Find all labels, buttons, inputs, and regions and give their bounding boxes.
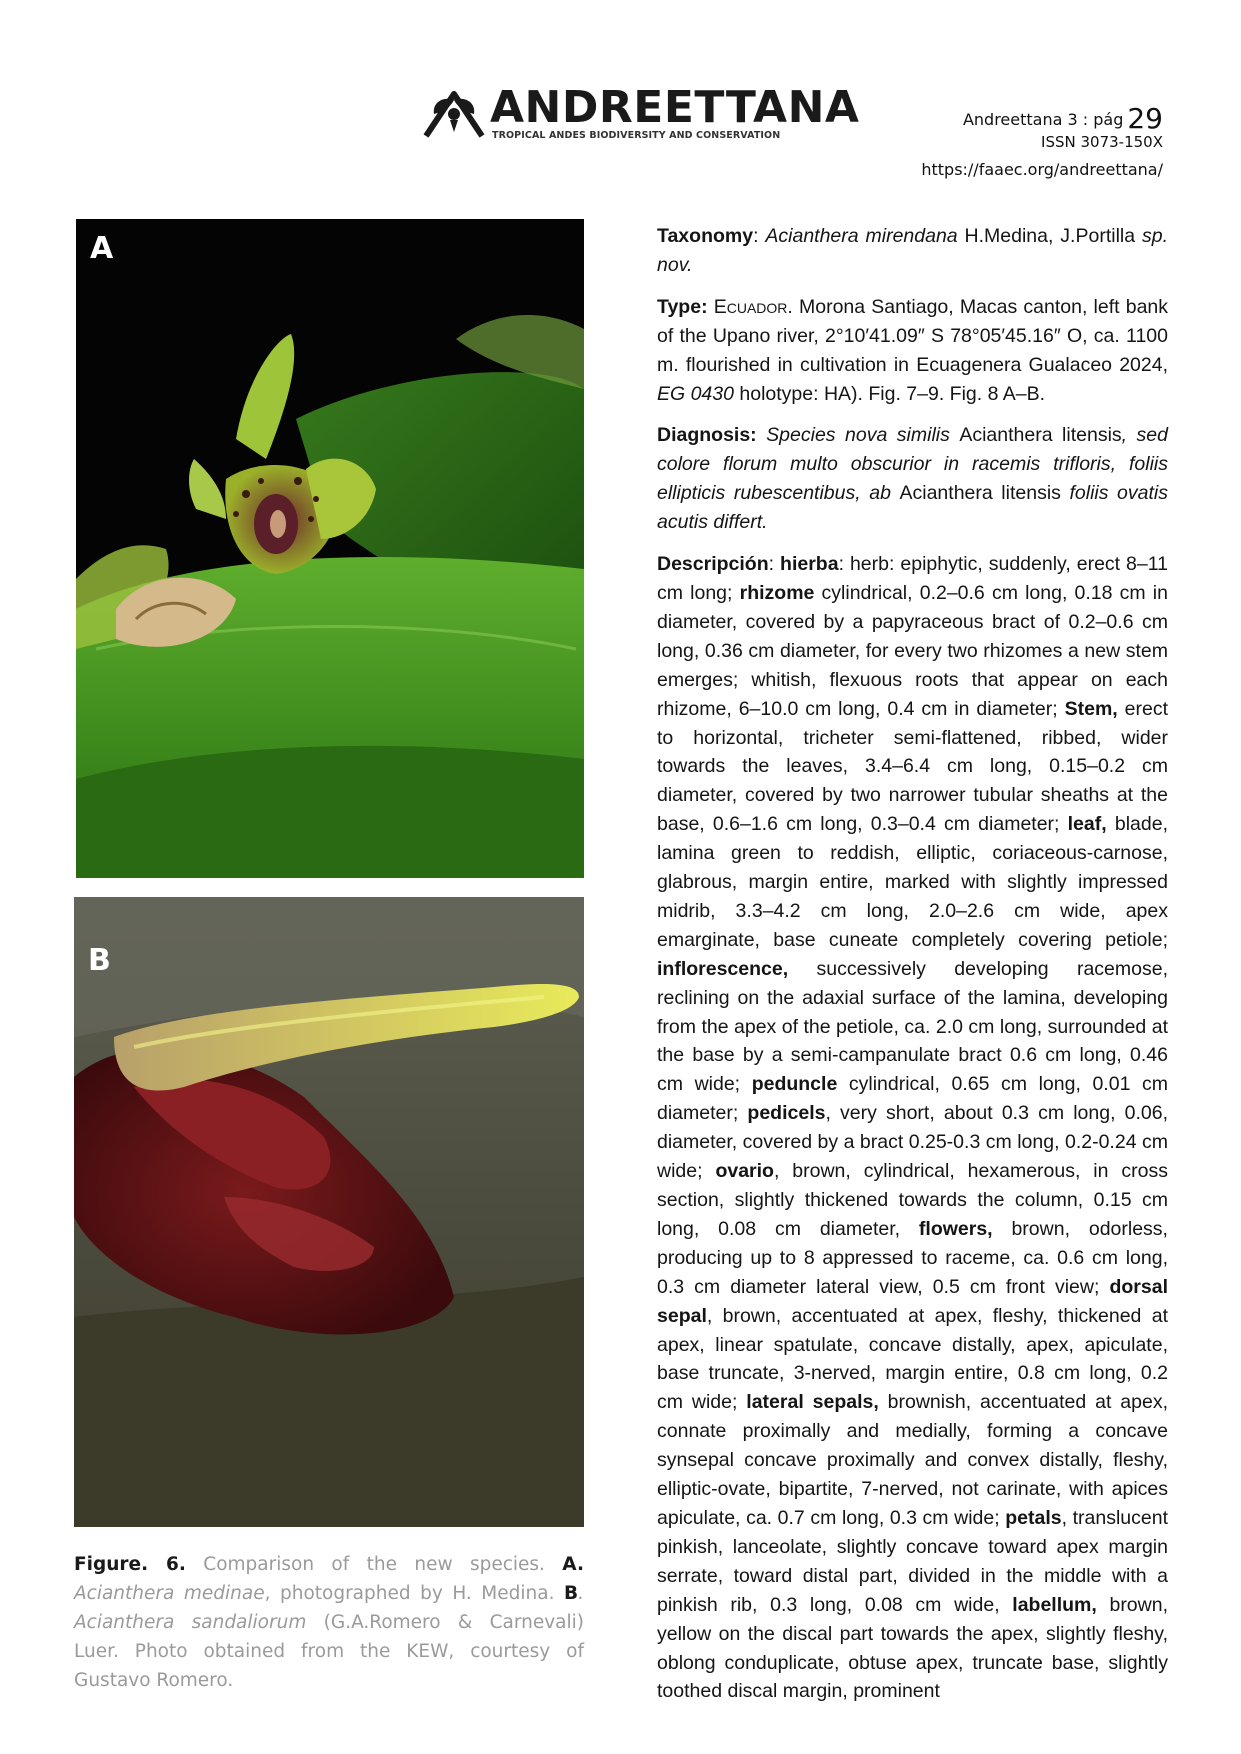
description-paragraph — [657, 550, 1168, 1706]
taxonomy-authors: H.Medina, J.Portilla — [957, 225, 1142, 247]
panel-label-a: A — [90, 231, 114, 266]
description-term: hierba — [780, 553, 839, 576]
figure-caption — [74, 1550, 584, 1695]
type-text-2: holotype: HA). Fig. 7–9. Fig. 8 A–B. — [733, 382, 1046, 405]
taxonomy-species-name: Acianthera mirendana — [765, 225, 958, 247]
caption-b-species: . Acianthera sandaliorum — [74, 1583, 584, 1633]
journal-ref-text: Andreettana 3 : pág — [962, 110, 1124, 129]
type-label: Type: — [657, 295, 708, 318]
page-number: 29 — [1127, 102, 1163, 135]
type-text: . Morona Santiago, Macas canton, left bank of the Upano river, 2°10′41.09″ S 78°05′45.16″ O, ca. 1100 m. flourished in cultivation in Ecuagenera Gualaceo 2024, — [657, 295, 1169, 376]
description-text: brown, odorless, producing up to 8 appressed to raceme, ca. 0.6 cm long, 0.3 cm diameter lateral view, 0.5 cm front view; — [657, 1217, 1168, 1298]
description-term: Stem, — [1064, 697, 1118, 720]
orchid-logo-icon — [422, 86, 486, 144]
description-text: blade, lamina green to reddish, elliptic, coriaceous-carnose, glabrous, margin entire, marked with slightly impressed midrib, 3.3–4.2 cm long, 2.0–2.6 cm wide, apex emarginate, base cuneate completely covering petiole; — [657, 813, 1168, 951]
description-term: dorsal sepal — [657, 1275, 1168, 1327]
description-term: lateral sepals, — [746, 1391, 879, 1414]
description-text: cylindrical, 0.65 cm long, 0.01 cm diameter; — [657, 1073, 1168, 1125]
description-term: peduncle — [751, 1073, 838, 1096]
description-text: , brown, cylindrical, hexamerous, in cross section, slightly thickened towards the column, 0.15 cm long, 0.08 cm diameter, — [657, 1160, 1168, 1240]
diagnosis-text-1: Species nova similis — [756, 424, 960, 447]
journal-reference — [963, 102, 1163, 135]
type-paragraph — [657, 293, 1168, 409]
description-text: cylindrical, 0.2–0.6 cm long, 0.18 cm in diameter, covered by a papyraceous bract of 0.2–0.6 cm long, 0.36 cm diameter, for every two rhizomes a new stem emerges; whitish, flexuous roots that appear on each rhizome, 6–10.0 cm long, 0.4 cm in diameter; — [657, 581, 1168, 720]
diagnosis-species-1: Acianthera litensis — [959, 424, 1122, 447]
caption-a-species: Acianthera medinae — [74, 1583, 265, 1604]
description-separator: : — [768, 553, 781, 576]
diagnosis-species-2: Acianthera litensis — [899, 482, 1061, 505]
description-text: successively developing racemose, reclining on the adaxial surface of the lamina, developing from the apex of the petiole, ca. 2.0 cm long, surrounded at the base by a semi-campanulate bract 0.6 cm long, 0.46 cm wide; — [657, 957, 1168, 1096]
diagnosis-paragraph — [657, 421, 1168, 537]
logo-wordmark: ANDREETTANA — [490, 82, 860, 133]
caption-b-label: B — [563, 1583, 579, 1604]
description-term: petals — [1005, 1506, 1062, 1529]
diagnosis-text-3: foliis ovatis acutis differt. — [657, 482, 1168, 534]
description-term: inflorescence, — [657, 957, 789, 980]
description-term: labellum, — [1012, 1593, 1097, 1616]
type-code: EG 0430 — [657, 382, 734, 405]
description-term: leaf, — [1067, 813, 1107, 836]
logo-tagline: TROPICAL ANDES BIODIVERSITY AND CONSERVATION — [492, 130, 781, 141]
taxonomy-status: sp. nov. — [657, 225, 1168, 276]
taxonomy-label: Taxonomy — [657, 225, 754, 247]
article-text-column — [657, 222, 1168, 1719]
description-text: brownish, accentuated at apex, connate proximally and medially, forming a concave synsepal concave proximally and convex distally, fleshy, elliptic-ovate, bipartite, 7-nerved, not carinate, with apices apiculate, ca. 0.7 cm long, 0.3 cm wide; — [657, 1391, 1168, 1529]
description-term: rhizome — [739, 581, 815, 604]
description-text: : herb: epiphytic, suddenly, erect 8–11 cm long; — [657, 553, 1168, 604]
orchid-photo-b-image — [74, 897, 584, 1527]
description-text: brown, yellow on the discal part towards the apex, slightly fleshy, oblong conduplicate, obtuse apex, truncate base, slightly toothed discal margin, prominent — [657, 1593, 1169, 1703]
caption-b-text: (G.A.Romero & Carnevali) Luer. Photo obtained from the KEW, courtesy of Gustavo Romero. — [74, 1612, 584, 1691]
caption-intro: Comparison of the new species. — [203, 1554, 545, 1575]
taxonomy-paragraph — [657, 222, 1168, 280]
description-term: ovario — [715, 1160, 774, 1183]
panel-label-b: B — [88, 943, 111, 978]
description-label: Descripción — [657, 553, 769, 576]
description-term: pedicels — [747, 1102, 826, 1125]
issn: ISSN 3073-150X — [1041, 133, 1163, 151]
journal-info — [963, 102, 1163, 151]
diagnosis-text-2: , sed colore florum multo obscurior in racemis trifloris, foliis ellipticis rubescentibus, ab — [657, 424, 1168, 505]
journal-url: https://faaec.org/andreettana/ — [921, 160, 1163, 179]
orchid-photo-a-image — [76, 219, 584, 878]
description-text: , brown, accentuated at apex, fleshy, thickened at apex, linear spatulate, concave distally, apex, apiculate, base truncate, 3-nerved, margin entire, 0.8 cm long, 0.2 cm wide; — [657, 1304, 1168, 1414]
journal-logo — [422, 82, 860, 146]
diagnosis-label: Diagnosis: — [657, 424, 757, 447]
figure-photo-b — [74, 897, 584, 1527]
type-country: Ecuador — [713, 295, 788, 318]
description-text: , very short, about 0.3 cm long, 0.06, diameter, covered by a bract 0.25-0.3 cm long, 0.2-0.24 cm wide; — [657, 1102, 1168, 1183]
description-text: , translucent pinkish, lanceolate, slightly concave toward apex margin serrate, toward distal part, divided in the middle with a pinkish rib, 0.3 long, 0.08 cm wide, — [657, 1506, 1168, 1616]
taxonomy-separator: : — [753, 225, 766, 247]
figure-photo-a — [76, 219, 584, 878]
description-text: erect to horizontal, tricheter semi-flattened, ribbed, wider towards the leaves, 3.4–6.4 cm long, 0.15–0.2 cm diameter, covered by two narrower tubular sheaths at the base, 0.6–1.6 cm long, 0.3–0.4 cm diameter; — [657, 697, 1168, 836]
caption-a-text: , photographed by H. Medina. — [264, 1583, 555, 1604]
caption-label: Figure. 6. — [74, 1554, 186, 1575]
description-term: flowers, — [918, 1217, 993, 1240]
caption-a-label: A. — [562, 1554, 584, 1575]
